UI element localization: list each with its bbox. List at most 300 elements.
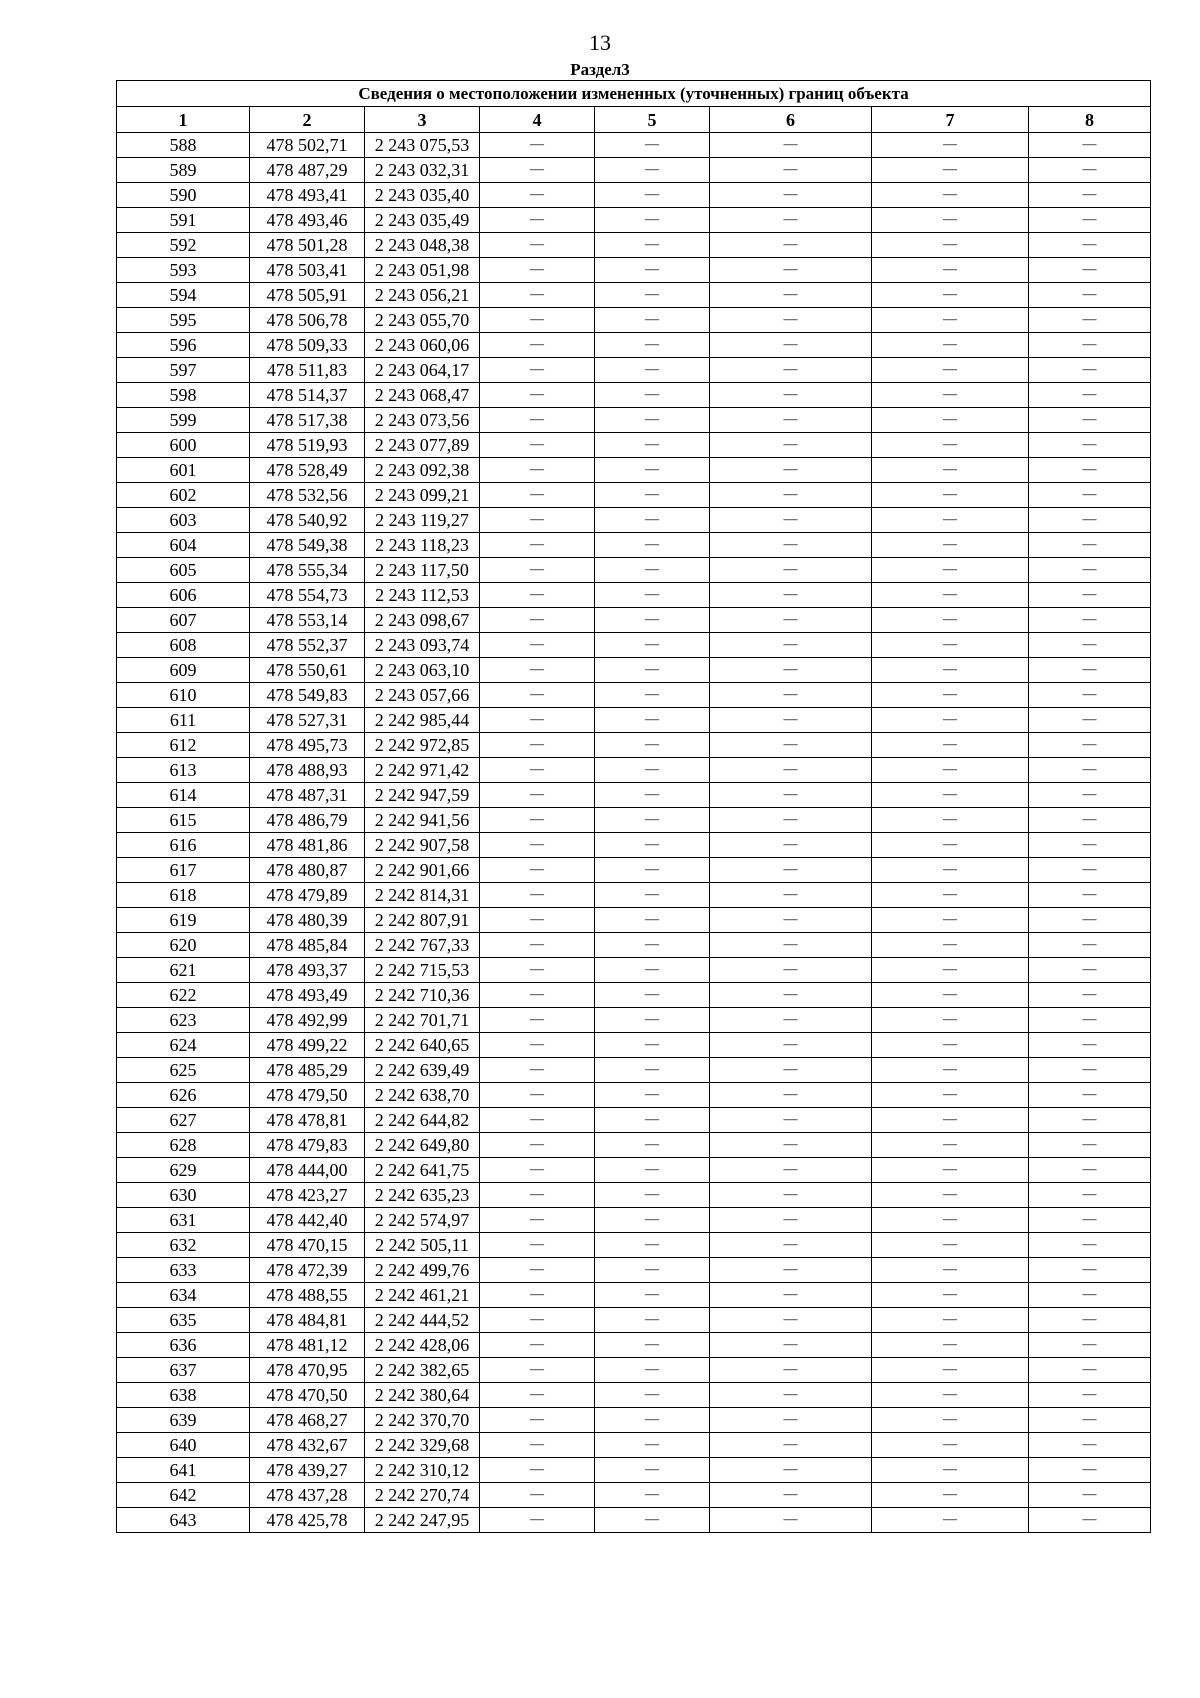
boundary-coordinates-table (116, 80, 1151, 1533)
empty-value-cell: — (595, 333, 710, 358)
empty-value-cell: — (480, 1208, 595, 1233)
x-coordinate-cell: 478 470,15 (250, 1233, 365, 1258)
y-coordinate-cell: 2 242 310,12 (365, 1458, 480, 1483)
empty-value-cell: — (595, 1508, 710, 1533)
point-number-cell: 596 (117, 333, 250, 358)
empty-value-cell: — (872, 1508, 1029, 1533)
x-coordinate-cell: 478 527,31 (250, 708, 365, 733)
empty-value-cell: — (595, 1283, 710, 1308)
empty-value-cell: — (480, 633, 595, 658)
empty-value-cell: — (872, 883, 1029, 908)
y-coordinate-cell: 2 242 644,82 (365, 1108, 480, 1133)
empty-value-cell: — (595, 658, 710, 683)
empty-value-cell: — (480, 1333, 595, 1358)
y-coordinate-cell: 2 242 947,59 (365, 783, 480, 808)
empty-value-cell: — (480, 508, 595, 533)
empty-value-cell: — (872, 1208, 1029, 1233)
y-coordinate-cell: 2 242 767,33 (365, 933, 480, 958)
x-coordinate-cell: 478 487,29 (250, 158, 365, 183)
y-coordinate-cell: 2 243 092,38 (365, 458, 480, 483)
table-body (117, 133, 1151, 1533)
empty-value-cell: — (710, 158, 872, 183)
point-number-cell: 606 (117, 583, 250, 608)
empty-value-cell: — (595, 1208, 710, 1233)
point-number-cell: 641 (117, 1458, 250, 1483)
empty-value-cell: — (710, 258, 872, 283)
y-coordinate-cell: 2 242 461,21 (365, 1283, 480, 1308)
empty-value-cell: — (595, 1183, 710, 1208)
empty-value-cell: — (595, 1108, 710, 1133)
page-number: 13 (589, 30, 611, 55)
empty-value-cell: — (710, 1433, 872, 1458)
y-coordinate-cell: 2 242 641,75 (365, 1158, 480, 1183)
empty-value-cell: — (595, 408, 710, 433)
empty-value-cell: — (710, 883, 872, 908)
x-coordinate-cell: 478 506,78 (250, 308, 365, 333)
y-coordinate-cell: 2 243 060,06 (365, 333, 480, 358)
table-row (117, 258, 1151, 283)
empty-value-cell: — (595, 583, 710, 608)
empty-value-cell: — (480, 1258, 595, 1283)
table-row (117, 458, 1151, 483)
empty-value-cell: — (595, 633, 710, 658)
table-caption: Сведения о местоположении измененных (уточненных) границ объекта (117, 81, 1151, 107)
empty-value-cell: — (480, 608, 595, 633)
empty-value-cell: — (710, 183, 872, 208)
empty-value-cell: — (1029, 1208, 1151, 1233)
y-coordinate-cell: 2 243 057,66 (365, 683, 480, 708)
empty-value-cell: — (595, 858, 710, 883)
empty-value-cell: — (1029, 208, 1151, 233)
empty-value-cell: — (1029, 533, 1151, 558)
table-row (117, 583, 1151, 608)
y-coordinate-cell: 2 242 941,56 (365, 808, 480, 833)
point-number-cell: 590 (117, 183, 250, 208)
empty-value-cell: — (1029, 558, 1151, 583)
empty-value-cell: — (1029, 433, 1151, 458)
empty-value-cell: — (595, 358, 710, 383)
empty-value-cell: — (872, 408, 1029, 433)
empty-value-cell: — (595, 1033, 710, 1058)
y-coordinate-cell: 2 243 055,70 (365, 308, 480, 333)
empty-value-cell: — (872, 933, 1029, 958)
point-number-cell: 624 (117, 1033, 250, 1058)
empty-value-cell: — (710, 408, 872, 433)
x-coordinate-cell: 478 480,39 (250, 908, 365, 933)
empty-value-cell: — (480, 558, 595, 583)
column-header-3: 3 (365, 107, 480, 133)
empty-value-cell: — (480, 1158, 595, 1183)
empty-value-cell: — (710, 1283, 872, 1308)
empty-value-cell: — (595, 1333, 710, 1358)
x-coordinate-cell: 478 479,89 (250, 883, 365, 908)
empty-value-cell: — (710, 1383, 872, 1408)
point-number-cell: 636 (117, 1333, 250, 1358)
empty-value-cell: — (872, 1358, 1029, 1383)
column-header-5: 5 (595, 107, 710, 133)
point-number-cell: 603 (117, 508, 250, 533)
point-number-cell: 630 (117, 1183, 250, 1208)
point-number-cell: 607 (117, 608, 250, 633)
empty-value-cell: — (480, 158, 595, 183)
x-coordinate-cell: 478 480,87 (250, 858, 365, 883)
empty-value-cell: — (480, 758, 595, 783)
point-number-cell: 616 (117, 833, 250, 858)
empty-value-cell: — (480, 283, 595, 308)
empty-value-cell: — (1029, 1383, 1151, 1408)
empty-value-cell: — (710, 708, 872, 733)
table-row (117, 833, 1151, 858)
x-coordinate-cell: 478 479,50 (250, 1083, 365, 1108)
empty-value-cell: — (1029, 1458, 1151, 1483)
y-coordinate-cell: 2 242 370,70 (365, 1408, 480, 1433)
empty-value-cell: — (710, 633, 872, 658)
empty-value-cell: — (595, 1483, 710, 1508)
empty-value-cell: — (1029, 133, 1151, 158)
point-number-cell: 615 (117, 808, 250, 833)
point-number-cell: 633 (117, 1258, 250, 1283)
x-coordinate-cell: 478 501,28 (250, 233, 365, 258)
point-number-cell: 614 (117, 783, 250, 808)
x-coordinate-cell: 478 517,38 (250, 408, 365, 433)
y-coordinate-cell: 2 243 048,38 (365, 233, 480, 258)
empty-value-cell: — (1029, 683, 1151, 708)
x-coordinate-cell: 478 549,38 (250, 533, 365, 558)
table-row (117, 1508, 1151, 1533)
point-number-cell: 638 (117, 1383, 250, 1408)
empty-value-cell: — (480, 1358, 595, 1383)
table-row (117, 658, 1151, 683)
x-coordinate-cell: 478 478,81 (250, 1108, 365, 1133)
x-coordinate-cell: 478 492,99 (250, 1008, 365, 1033)
empty-value-cell: — (595, 908, 710, 933)
x-coordinate-cell: 478 472,39 (250, 1258, 365, 1283)
empty-value-cell: — (480, 808, 595, 833)
empty-value-cell: — (872, 1333, 1029, 1358)
empty-value-cell: — (595, 483, 710, 508)
y-coordinate-cell: 2 243 068,47 (365, 383, 480, 408)
empty-value-cell: — (872, 1058, 1029, 1083)
empty-value-cell: — (595, 1383, 710, 1408)
x-coordinate-cell: 478 468,27 (250, 1408, 365, 1433)
point-number-cell: 599 (117, 408, 250, 433)
table-row (117, 608, 1151, 633)
empty-value-cell: — (480, 933, 595, 958)
x-coordinate-cell: 478 488,93 (250, 758, 365, 783)
y-coordinate-cell: 2 242 971,42 (365, 758, 480, 783)
empty-value-cell: — (1029, 933, 1151, 958)
column-header-6: 6 (710, 107, 872, 133)
table-row (117, 633, 1151, 658)
x-coordinate-cell: 478 493,46 (250, 208, 365, 233)
empty-value-cell: — (872, 533, 1029, 558)
empty-value-cell: — (480, 883, 595, 908)
empty-value-cell: — (480, 333, 595, 358)
point-number-cell: 626 (117, 1083, 250, 1108)
empty-value-cell: — (872, 1433, 1029, 1458)
y-coordinate-cell: 2 242 985,44 (365, 708, 480, 733)
point-number-cell: 637 (117, 1358, 250, 1383)
empty-value-cell: — (872, 1408, 1029, 1433)
table-row (117, 408, 1151, 433)
y-coordinate-cell: 2 242 972,85 (365, 733, 480, 758)
y-coordinate-cell: 2 243 077,89 (365, 433, 480, 458)
empty-value-cell: — (710, 133, 872, 158)
table-row (117, 1283, 1151, 1308)
empty-value-cell: — (872, 658, 1029, 683)
empty-value-cell: — (595, 233, 710, 258)
table-row (117, 733, 1151, 758)
empty-value-cell: — (872, 808, 1029, 833)
table-row (117, 208, 1151, 233)
empty-value-cell: — (1029, 883, 1151, 908)
empty-value-cell: — (595, 308, 710, 333)
x-coordinate-cell: 478 487,31 (250, 783, 365, 808)
table-row (117, 1183, 1151, 1208)
y-coordinate-cell: 2 242 499,76 (365, 1258, 480, 1283)
empty-value-cell: — (1029, 783, 1151, 808)
empty-value-cell: — (480, 1308, 595, 1333)
empty-value-cell: — (1029, 608, 1151, 633)
empty-value-cell: — (710, 908, 872, 933)
empty-value-cell: — (872, 708, 1029, 733)
empty-value-cell: — (595, 1408, 710, 1433)
x-coordinate-cell: 478 528,49 (250, 458, 365, 483)
y-coordinate-cell: 2 243 099,21 (365, 483, 480, 508)
empty-value-cell: — (872, 333, 1029, 358)
y-coordinate-cell: 2 243 098,67 (365, 608, 480, 633)
empty-value-cell: — (595, 258, 710, 283)
point-number-cell: 593 (117, 258, 250, 283)
empty-value-cell: — (1029, 283, 1151, 308)
empty-value-cell: — (710, 1058, 872, 1083)
empty-value-cell: — (710, 1008, 872, 1033)
empty-value-cell: — (872, 158, 1029, 183)
y-coordinate-cell: 2 243 051,98 (365, 258, 480, 283)
empty-value-cell: — (1029, 1008, 1151, 1033)
point-number-cell: 617 (117, 858, 250, 883)
empty-value-cell: — (710, 858, 872, 883)
empty-value-cell: — (872, 208, 1029, 233)
x-coordinate-cell: 478 437,28 (250, 1483, 365, 1508)
empty-value-cell: — (872, 908, 1029, 933)
empty-value-cell: — (872, 683, 1029, 708)
y-coordinate-cell: 2 243 119,27 (365, 508, 480, 533)
empty-value-cell: — (872, 1383, 1029, 1408)
empty-value-cell: — (595, 558, 710, 583)
point-number-cell: 631 (117, 1208, 250, 1233)
empty-value-cell: — (480, 958, 595, 983)
empty-value-cell: — (872, 1458, 1029, 1483)
empty-value-cell: — (595, 508, 710, 533)
empty-value-cell: — (710, 283, 872, 308)
point-number-cell: 642 (117, 1483, 250, 1508)
table-row (117, 1008, 1151, 1033)
empty-value-cell: — (480, 658, 595, 683)
empty-value-cell: — (1029, 958, 1151, 983)
empty-value-cell: — (595, 708, 710, 733)
empty-value-cell: — (872, 783, 1029, 808)
table-row (117, 1258, 1151, 1283)
point-number-cell: 639 (117, 1408, 250, 1433)
empty-value-cell: — (1029, 258, 1151, 283)
empty-value-cell: — (595, 1083, 710, 1108)
empty-value-cell: — (595, 758, 710, 783)
x-coordinate-cell: 478 554,73 (250, 583, 365, 608)
empty-value-cell: — (872, 483, 1029, 508)
table-row (117, 958, 1151, 983)
empty-value-cell: — (595, 608, 710, 633)
empty-value-cell: — (872, 258, 1029, 283)
x-coordinate-cell: 478 519,93 (250, 433, 365, 458)
empty-value-cell: — (480, 1458, 595, 1483)
empty-value-cell: — (595, 533, 710, 558)
table-row (117, 1133, 1151, 1158)
empty-value-cell: — (710, 1083, 872, 1108)
empty-value-cell: — (480, 358, 595, 383)
table-row (117, 433, 1151, 458)
empty-value-cell: — (595, 1258, 710, 1283)
point-number-cell: 604 (117, 533, 250, 558)
column-header-2: 2 (250, 107, 365, 133)
x-coordinate-cell: 478 514,37 (250, 383, 365, 408)
empty-value-cell: — (710, 458, 872, 483)
empty-value-cell: — (872, 983, 1029, 1008)
y-coordinate-cell: 2 243 093,74 (365, 633, 480, 658)
x-coordinate-cell: 478 499,22 (250, 1033, 365, 1058)
empty-value-cell: — (710, 233, 872, 258)
point-number-cell: 629 (117, 1158, 250, 1183)
empty-value-cell: — (710, 1208, 872, 1233)
empty-value-cell: — (480, 1033, 595, 1058)
empty-value-cell: — (872, 233, 1029, 258)
empty-value-cell: — (480, 308, 595, 333)
table-row (117, 508, 1151, 533)
point-number-cell: 632 (117, 1233, 250, 1258)
table-row (117, 683, 1151, 708)
empty-value-cell: — (480, 433, 595, 458)
table-row (117, 758, 1151, 783)
empty-value-cell: — (1029, 633, 1151, 658)
x-coordinate-cell: 478 493,49 (250, 983, 365, 1008)
point-number-cell: 592 (117, 233, 250, 258)
empty-value-cell: — (710, 1033, 872, 1058)
x-coordinate-cell: 478 540,92 (250, 508, 365, 533)
empty-value-cell: — (1029, 458, 1151, 483)
x-coordinate-cell: 478 505,91 (250, 283, 365, 308)
empty-value-cell: — (595, 833, 710, 858)
table-row (117, 1308, 1151, 1333)
empty-value-cell: — (710, 358, 872, 383)
empty-value-cell: — (710, 583, 872, 608)
empty-value-cell: — (595, 458, 710, 483)
empty-value-cell: — (710, 933, 872, 958)
table-row (117, 708, 1151, 733)
table-row (117, 133, 1151, 158)
empty-value-cell: — (1029, 1358, 1151, 1383)
x-coordinate-cell: 478 532,56 (250, 483, 365, 508)
point-number-cell: 612 (117, 733, 250, 758)
table-row (117, 933, 1151, 958)
empty-value-cell: — (480, 408, 595, 433)
empty-value-cell: — (1029, 1333, 1151, 1358)
empty-value-cell: — (480, 1383, 595, 1408)
empty-value-cell: — (595, 883, 710, 908)
empty-value-cell: — (710, 608, 872, 633)
y-coordinate-cell: 2 242 428,06 (365, 1333, 480, 1358)
y-coordinate-cell: 2 243 063,10 (365, 658, 480, 683)
point-number-cell: 618 (117, 883, 250, 908)
point-number-cell: 588 (117, 133, 250, 158)
y-coordinate-cell: 2 242 574,97 (365, 1208, 480, 1233)
empty-value-cell: — (710, 808, 872, 833)
empty-value-cell: — (872, 1308, 1029, 1333)
empty-value-cell: — (710, 1133, 872, 1158)
empty-value-cell: — (480, 1233, 595, 1258)
empty-value-cell: — (872, 1033, 1029, 1058)
point-number-cell: 598 (117, 383, 250, 408)
empty-value-cell: — (710, 533, 872, 558)
table-row (117, 1333, 1151, 1358)
table-row (117, 1108, 1151, 1133)
empty-value-cell: — (872, 308, 1029, 333)
y-coordinate-cell: 2 243 056,21 (365, 283, 480, 308)
empty-value-cell: — (1029, 1433, 1151, 1458)
empty-value-cell: — (1029, 1283, 1151, 1308)
y-coordinate-cell: 2 242 382,65 (365, 1358, 480, 1383)
x-coordinate-cell: 478 485,29 (250, 1058, 365, 1083)
x-coordinate-cell: 478 425,78 (250, 1508, 365, 1533)
empty-value-cell: — (480, 858, 595, 883)
empty-value-cell: — (1029, 1308, 1151, 1333)
empty-value-cell: — (595, 1308, 710, 1333)
table-row (117, 333, 1151, 358)
table-row (117, 1458, 1151, 1483)
empty-value-cell: — (595, 1358, 710, 1383)
table-row (117, 1433, 1151, 1458)
empty-value-cell: — (1029, 983, 1151, 1008)
point-number-cell: 600 (117, 433, 250, 458)
x-coordinate-cell: 478 479,83 (250, 1133, 365, 1158)
empty-value-cell: — (480, 908, 595, 933)
empty-value-cell: — (710, 1358, 872, 1383)
empty-value-cell: — (1029, 858, 1151, 883)
point-number-cell: 619 (117, 908, 250, 933)
empty-value-cell: — (872, 1283, 1029, 1308)
point-number-cell: 627 (117, 1108, 250, 1133)
table-row (117, 808, 1151, 833)
point-number-cell: 611 (117, 708, 250, 733)
empty-value-cell: — (595, 1008, 710, 1033)
empty-value-cell: — (710, 383, 872, 408)
table-row (117, 1158, 1151, 1183)
empty-value-cell: — (872, 1258, 1029, 1283)
x-coordinate-cell: 478 495,73 (250, 733, 365, 758)
empty-value-cell: — (1029, 333, 1151, 358)
empty-value-cell: — (710, 1483, 872, 1508)
y-coordinate-cell: 2 242 710,36 (365, 983, 480, 1008)
empty-value-cell: — (595, 783, 710, 808)
empty-value-cell: — (872, 1083, 1029, 1108)
x-coordinate-cell: 478 555,34 (250, 558, 365, 583)
empty-value-cell: — (872, 183, 1029, 208)
column-header-8: 8 (1029, 107, 1151, 133)
empty-value-cell: — (710, 683, 872, 708)
empty-value-cell: — (480, 1483, 595, 1508)
empty-value-cell: — (1029, 583, 1151, 608)
x-coordinate-cell: 478 439,27 (250, 1458, 365, 1483)
point-number-cell: 621 (117, 958, 250, 983)
